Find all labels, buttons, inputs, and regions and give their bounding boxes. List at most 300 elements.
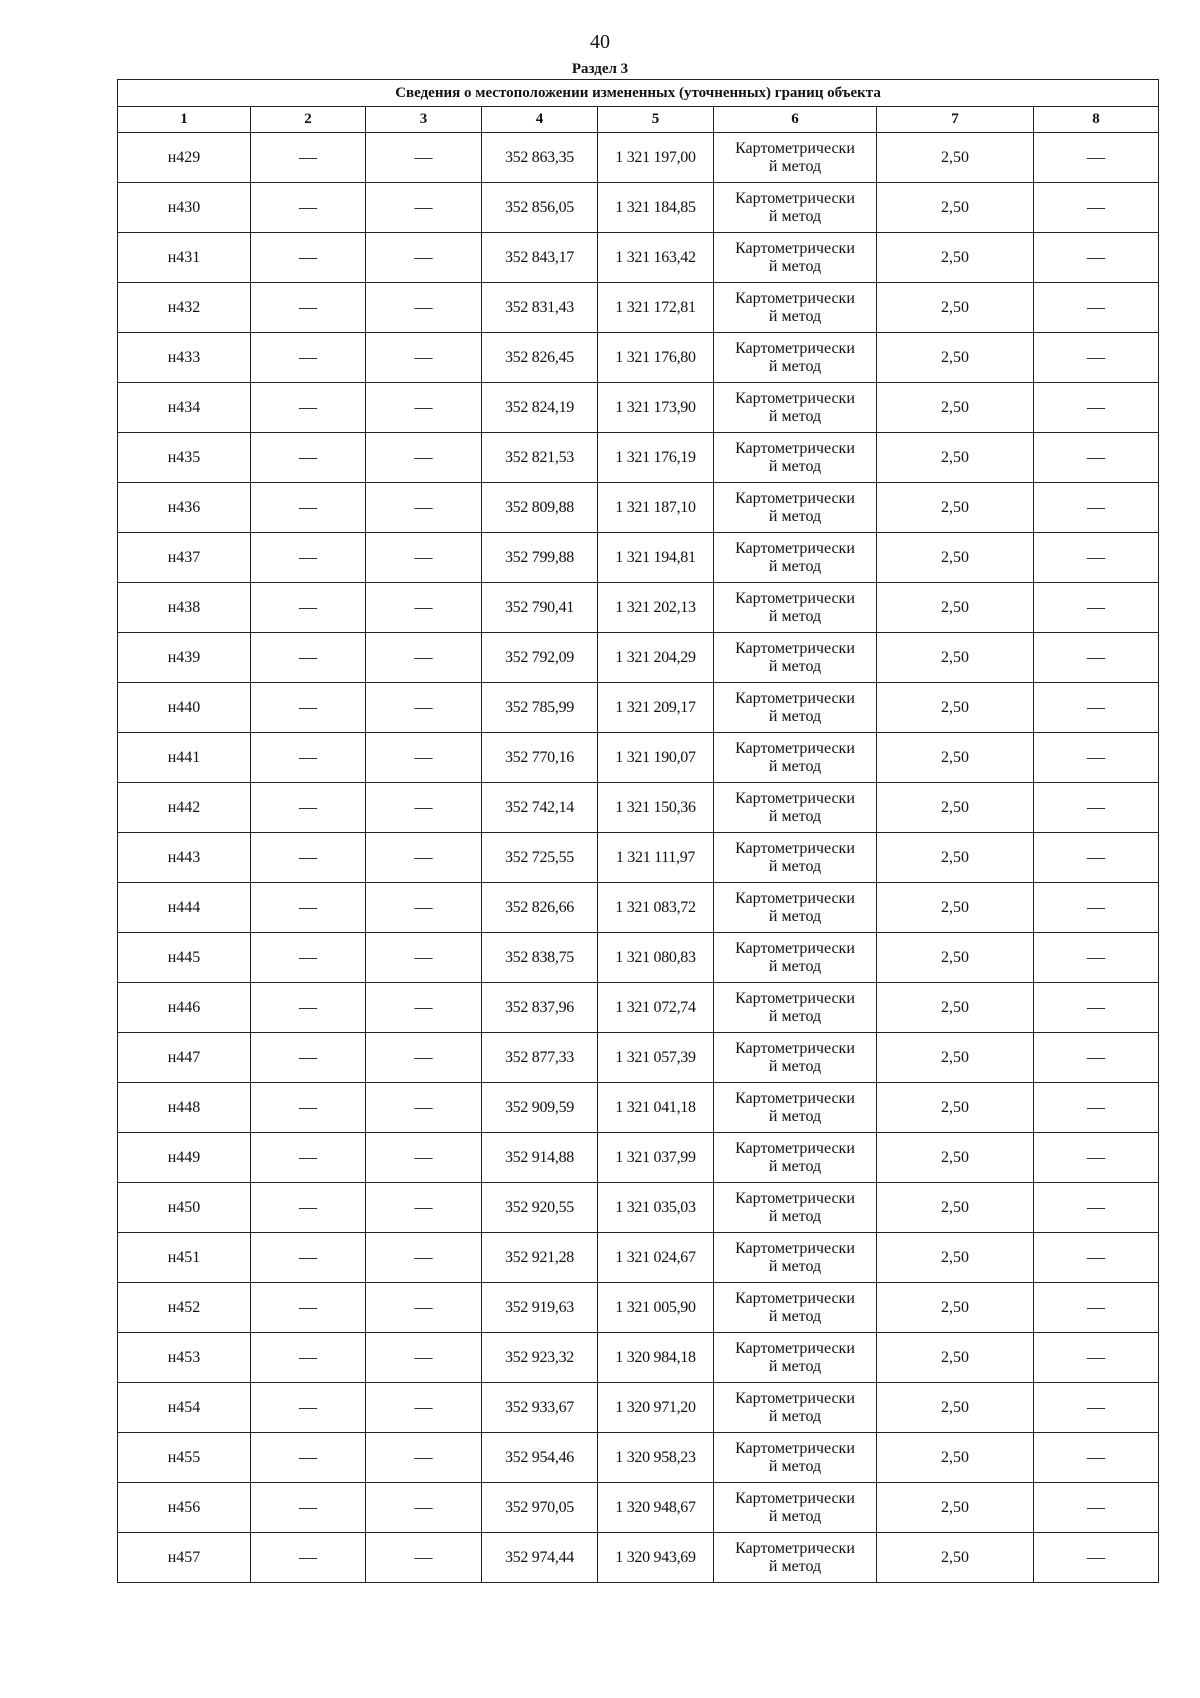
empty-value-cell: — bbox=[251, 633, 366, 683]
empty-value-cell: — bbox=[251, 583, 366, 633]
point-id-cell: н445 bbox=[118, 933, 251, 983]
accuracy-cell: 2,50 bbox=[877, 733, 1034, 783]
column-number-5: 5 bbox=[598, 107, 714, 133]
method-cell bbox=[714, 1283, 877, 1333]
accuracy-cell: 2,50 bbox=[877, 1183, 1034, 1233]
method-text-line-2: й метод bbox=[768, 1307, 822, 1325]
empty-value-cell: — bbox=[251, 983, 366, 1033]
column-number-3: 3 bbox=[366, 107, 482, 133]
y-coordinate-cell: 1 321 176,80 bbox=[598, 333, 714, 383]
empty-value-cell: — bbox=[366, 783, 482, 833]
column-number-6: 6 bbox=[714, 107, 877, 133]
method-text-line-2: й метод bbox=[768, 157, 822, 175]
x-coordinate-cell: 352 843,17 bbox=[482, 233, 598, 283]
accuracy-cell: 2,50 bbox=[877, 883, 1034, 933]
method-text-line-1: Картометрически bbox=[735, 639, 855, 657]
y-coordinate-cell: 1 321 176,19 bbox=[598, 433, 714, 483]
empty-value-cell: — bbox=[366, 683, 482, 733]
table-row bbox=[118, 633, 1159, 683]
accuracy-cell: 2,50 bbox=[877, 933, 1034, 983]
method-cell bbox=[714, 1433, 877, 1483]
empty-value-cell: — bbox=[1034, 933, 1159, 983]
method-text-line-1: Картометрически bbox=[735, 339, 855, 357]
point-id-cell: н453 bbox=[118, 1333, 251, 1383]
empty-value-cell: — bbox=[366, 733, 482, 783]
x-coordinate-cell: 352 919,63 bbox=[482, 1283, 598, 1333]
empty-value-cell: — bbox=[366, 333, 482, 383]
x-coordinate-cell: 352 824,19 bbox=[482, 383, 598, 433]
empty-value-cell: — bbox=[251, 1283, 366, 1333]
empty-value-cell: — bbox=[251, 1183, 366, 1233]
point-id-cell: н456 bbox=[118, 1483, 251, 1533]
x-coordinate-cell: 352 821,53 bbox=[482, 433, 598, 483]
column-number-4: 4 bbox=[482, 107, 598, 133]
table-row bbox=[118, 783, 1159, 833]
method-text-line-2: й метод bbox=[768, 1507, 822, 1525]
empty-value-cell: — bbox=[251, 1533, 366, 1583]
column-number-7: 7 bbox=[877, 107, 1034, 133]
empty-value-cell: — bbox=[251, 1383, 366, 1433]
accuracy-cell: 2,50 bbox=[877, 683, 1034, 733]
y-coordinate-cell: 1 321 041,18 bbox=[598, 1083, 714, 1133]
empty-value-cell: — bbox=[1034, 583, 1159, 633]
empty-value-cell: — bbox=[1034, 383, 1159, 433]
accuracy-cell: 2,50 bbox=[877, 1333, 1034, 1383]
y-coordinate-cell: 1 321 163,42 bbox=[598, 233, 714, 283]
x-coordinate-cell: 352 831,43 bbox=[482, 283, 598, 333]
empty-value-cell: — bbox=[366, 233, 482, 283]
method-text-line-1: Картометрически bbox=[735, 789, 855, 807]
empty-value-cell: — bbox=[251, 833, 366, 883]
method-cell bbox=[714, 1183, 877, 1233]
empty-value-cell: — bbox=[366, 833, 482, 883]
empty-value-cell: — bbox=[366, 883, 482, 933]
x-coordinate-cell: 352 837,96 bbox=[482, 983, 598, 1033]
y-coordinate-cell: 1 321 209,17 bbox=[598, 683, 714, 733]
method-text-line-1: Картометрически bbox=[735, 839, 855, 857]
method-cell bbox=[714, 1383, 877, 1433]
method-text-line-1: Картометрически bbox=[735, 989, 855, 1007]
table-row bbox=[118, 1483, 1159, 1533]
table-row bbox=[118, 1033, 1159, 1083]
accuracy-cell: 2,50 bbox=[877, 1383, 1034, 1433]
y-coordinate-cell: 1 321 111,97 bbox=[598, 833, 714, 883]
empty-value-cell: — bbox=[366, 583, 482, 633]
method-text-line-1: Картометрически bbox=[735, 1439, 855, 1457]
y-coordinate-cell: 1 320 943,69 bbox=[598, 1533, 714, 1583]
x-coordinate-cell: 352 914,88 bbox=[482, 1133, 598, 1183]
table-row bbox=[118, 683, 1159, 733]
method-text-line-1: Картометрически bbox=[735, 239, 855, 257]
empty-value-cell: — bbox=[251, 1233, 366, 1283]
method-text-line-1: Картометрически bbox=[735, 539, 855, 557]
method-cell bbox=[714, 533, 877, 583]
empty-value-cell: — bbox=[366, 933, 482, 983]
empty-value-cell: — bbox=[366, 1533, 482, 1583]
empty-value-cell: — bbox=[1034, 1183, 1159, 1233]
accuracy-cell: 2,50 bbox=[877, 533, 1034, 583]
empty-value-cell: — bbox=[251, 1483, 366, 1533]
accuracy-cell: 2,50 bbox=[877, 783, 1034, 833]
y-coordinate-cell: 1 320 984,18 bbox=[598, 1333, 714, 1383]
empty-value-cell: — bbox=[251, 133, 366, 183]
method-text-line-2: й метод bbox=[768, 1057, 822, 1075]
method-text-line-2: й метод bbox=[768, 507, 822, 525]
table-row bbox=[118, 283, 1159, 333]
table-row bbox=[118, 483, 1159, 533]
x-coordinate-cell: 352 790,41 bbox=[482, 583, 598, 633]
x-coordinate-cell: 352 933,67 bbox=[482, 1383, 598, 1433]
empty-value-cell: — bbox=[366, 433, 482, 483]
method-text-line-1: Картометрически bbox=[735, 689, 855, 707]
x-coordinate-cell: 352 792,09 bbox=[482, 633, 598, 683]
y-coordinate-cell: 1 321 194,81 bbox=[598, 533, 714, 583]
x-coordinate-cell: 352 909,59 bbox=[482, 1083, 598, 1133]
accuracy-cell: 2,50 bbox=[877, 283, 1034, 333]
y-coordinate-cell: 1 321 035,03 bbox=[598, 1183, 714, 1233]
table-row bbox=[118, 583, 1159, 633]
empty-value-cell: — bbox=[251, 883, 366, 933]
method-text-line-1: Картометрически bbox=[735, 1089, 855, 1107]
x-coordinate-cell: 352 954,46 bbox=[482, 1433, 598, 1483]
empty-value-cell: — bbox=[1034, 1033, 1159, 1083]
empty-value-cell: — bbox=[251, 733, 366, 783]
empty-value-cell: — bbox=[251, 533, 366, 583]
point-id-cell: н447 bbox=[118, 1033, 251, 1083]
point-id-cell: н430 bbox=[118, 183, 251, 233]
empty-value-cell: — bbox=[1034, 333, 1159, 383]
method-text-line-1: Картометрически bbox=[735, 1389, 855, 1407]
empty-value-cell: — bbox=[251, 1433, 366, 1483]
empty-value-cell: — bbox=[366, 1283, 482, 1333]
empty-value-cell: — bbox=[1034, 483, 1159, 533]
empty-value-cell: — bbox=[1034, 1233, 1159, 1283]
table-row bbox=[118, 1433, 1159, 1483]
method-cell bbox=[714, 283, 877, 333]
method-cell bbox=[714, 333, 877, 383]
accuracy-cell: 2,50 bbox=[877, 1533, 1034, 1583]
method-text-line-2: й метод bbox=[768, 1007, 822, 1025]
method-text-line-2: й метод bbox=[768, 757, 822, 775]
table-row bbox=[118, 133, 1159, 183]
method-text-line-2: й метод bbox=[768, 907, 822, 925]
point-id-cell: н454 bbox=[118, 1383, 251, 1433]
method-cell bbox=[714, 383, 877, 433]
empty-value-cell: — bbox=[1034, 1283, 1159, 1333]
empty-value-cell: — bbox=[366, 483, 482, 533]
y-coordinate-cell: 1 321 204,29 bbox=[598, 633, 714, 683]
empty-value-cell: — bbox=[251, 183, 366, 233]
empty-value-cell: — bbox=[366, 533, 482, 583]
method-text-line-2: й метод bbox=[768, 457, 822, 475]
accuracy-cell: 2,50 bbox=[877, 633, 1034, 683]
method-cell bbox=[714, 133, 877, 183]
empty-value-cell: — bbox=[1034, 733, 1159, 783]
point-id-cell: н446 bbox=[118, 983, 251, 1033]
method-text-line-2: й метод bbox=[768, 207, 822, 225]
method-text-line-1: Картометрически bbox=[735, 889, 855, 907]
method-text-line-2: й метод bbox=[768, 257, 822, 275]
accuracy-cell: 2,50 bbox=[877, 433, 1034, 483]
empty-value-cell: — bbox=[1034, 1333, 1159, 1383]
accuracy-cell: 2,50 bbox=[877, 833, 1034, 883]
empty-value-cell: — bbox=[251, 483, 366, 533]
empty-value-cell: — bbox=[366, 1383, 482, 1433]
method-cell bbox=[714, 983, 877, 1033]
method-text-line-2: й метод bbox=[768, 607, 822, 625]
method-cell bbox=[714, 1483, 877, 1533]
accuracy-cell: 2,50 bbox=[877, 1483, 1034, 1533]
method-text-line-1: Картометрически bbox=[735, 189, 855, 207]
empty-value-cell: — bbox=[1034, 1483, 1159, 1533]
empty-value-cell: — bbox=[251, 433, 366, 483]
y-coordinate-cell: 1 321 184,85 bbox=[598, 183, 714, 233]
x-coordinate-cell: 352 785,99 bbox=[482, 683, 598, 733]
method-text-line-2: й метод bbox=[768, 807, 822, 825]
y-coordinate-cell: 1 321 150,36 bbox=[598, 783, 714, 833]
method-text-line-1: Картометрически bbox=[735, 439, 855, 457]
empty-value-cell: — bbox=[251, 1033, 366, 1083]
y-coordinate-cell: 1 321 024,67 bbox=[598, 1233, 714, 1283]
empty-value-cell: — bbox=[251, 333, 366, 383]
column-number-2: 2 bbox=[251, 107, 366, 133]
section-title: Раздел 3 bbox=[571, 61, 629, 77]
y-coordinate-cell: 1 320 958,23 bbox=[598, 1433, 714, 1483]
method-text-line-2: й метод bbox=[768, 1157, 822, 1175]
x-coordinate-cell: 352 921,28 bbox=[482, 1233, 598, 1283]
point-id-cell: н441 bbox=[118, 733, 251, 783]
method-text-line-1: Картометрически bbox=[735, 739, 855, 757]
table-row bbox=[118, 1533, 1159, 1583]
column-number-8: 8 bbox=[1034, 107, 1159, 133]
y-coordinate-cell: 1 321 037,99 bbox=[598, 1133, 714, 1183]
empty-value-cell: — bbox=[251, 1133, 366, 1183]
empty-value-cell: — bbox=[251, 283, 366, 333]
point-id-cell: н444 bbox=[118, 883, 251, 933]
method-cell bbox=[714, 733, 877, 783]
table-row bbox=[118, 1383, 1159, 1433]
accuracy-cell: 2,50 bbox=[877, 1083, 1034, 1133]
method-text-line-2: й метод bbox=[768, 1257, 822, 1275]
accuracy-cell: 2,50 bbox=[877, 983, 1034, 1033]
empty-value-cell: — bbox=[1034, 833, 1159, 883]
y-coordinate-cell: 1 321 190,07 bbox=[598, 733, 714, 783]
point-id-cell: н431 bbox=[118, 233, 251, 283]
empty-value-cell: — bbox=[1034, 1083, 1159, 1133]
point-id-cell: н438 bbox=[118, 583, 251, 633]
empty-value-cell: — bbox=[366, 1233, 482, 1283]
method-cell bbox=[714, 1533, 877, 1583]
empty-value-cell: — bbox=[1034, 283, 1159, 333]
y-coordinate-cell: 1 320 948,67 bbox=[598, 1483, 714, 1533]
method-text-line-2: й метод bbox=[768, 1107, 822, 1125]
table-row bbox=[118, 733, 1159, 783]
table-row bbox=[118, 933, 1159, 983]
method-cell bbox=[714, 1133, 877, 1183]
empty-value-cell: — bbox=[1034, 1433, 1159, 1483]
point-id-cell: н448 bbox=[118, 1083, 251, 1133]
x-coordinate-cell: 352 799,88 bbox=[482, 533, 598, 583]
empty-value-cell: — bbox=[1034, 633, 1159, 683]
y-coordinate-cell: 1 320 971,20 bbox=[598, 1383, 714, 1433]
x-coordinate-cell: 352 923,32 bbox=[482, 1333, 598, 1383]
empty-value-cell: — bbox=[366, 1083, 482, 1133]
empty-value-cell: — bbox=[366, 133, 482, 183]
table-row bbox=[118, 1233, 1159, 1283]
method-text-line-1: Картометрически bbox=[735, 939, 855, 957]
empty-value-cell: — bbox=[1034, 133, 1159, 183]
table-row bbox=[118, 883, 1159, 933]
x-coordinate-cell: 352 826,66 bbox=[482, 883, 598, 933]
table-row bbox=[118, 1083, 1159, 1133]
table-row bbox=[118, 1133, 1159, 1183]
method-text-line-2: й метод bbox=[768, 357, 822, 375]
x-coordinate-cell: 352 725,55 bbox=[482, 833, 598, 883]
point-id-cell: н434 bbox=[118, 383, 251, 433]
empty-value-cell: — bbox=[251, 783, 366, 833]
accuracy-cell: 2,50 bbox=[877, 1133, 1034, 1183]
empty-value-cell: — bbox=[251, 233, 366, 283]
method-text-line-1: Картометрически bbox=[735, 389, 855, 407]
method-cell bbox=[714, 933, 877, 983]
x-coordinate-cell: 352 742,14 bbox=[482, 783, 598, 833]
method-text-line-1: Картометрически bbox=[735, 1189, 855, 1207]
table-row bbox=[118, 983, 1159, 1033]
method-cell bbox=[714, 1033, 877, 1083]
x-coordinate-cell: 352 970,05 bbox=[482, 1483, 598, 1533]
empty-value-cell: — bbox=[251, 683, 366, 733]
method-text-line-1: Картометрически bbox=[735, 1539, 855, 1557]
empty-value-cell: — bbox=[1034, 1133, 1159, 1183]
empty-value-cell: — bbox=[1034, 433, 1159, 483]
x-coordinate-cell: 352 856,05 bbox=[482, 183, 598, 233]
method-cell bbox=[714, 783, 877, 833]
accuracy-cell: 2,50 bbox=[877, 1433, 1034, 1483]
point-id-cell: н457 bbox=[118, 1533, 251, 1583]
method-cell bbox=[714, 683, 877, 733]
method-text-line-1: Картометрически bbox=[735, 289, 855, 307]
point-id-cell: н429 bbox=[118, 133, 251, 183]
empty-value-cell: — bbox=[251, 933, 366, 983]
y-coordinate-cell: 1 321 172,81 bbox=[598, 283, 714, 333]
point-id-cell: н450 bbox=[118, 1183, 251, 1233]
column-number-row bbox=[118, 107, 1159, 133]
method-text-line-1: Картометрически bbox=[735, 1139, 855, 1157]
empty-value-cell: — bbox=[366, 183, 482, 233]
method-cell bbox=[714, 633, 877, 683]
point-id-cell: н452 bbox=[118, 1283, 251, 1333]
table-row bbox=[118, 183, 1159, 233]
y-coordinate-cell: 1 321 080,83 bbox=[598, 933, 714, 983]
accuracy-cell: 2,50 bbox=[877, 1233, 1034, 1283]
method-text-line-1: Картометрически bbox=[735, 1239, 855, 1257]
method-cell bbox=[714, 883, 877, 933]
method-text-line-2: й метод bbox=[768, 657, 822, 675]
method-text-line-1: Картометрически bbox=[735, 139, 855, 157]
table-row bbox=[118, 533, 1159, 583]
point-id-cell: н449 bbox=[118, 1133, 251, 1183]
point-id-cell: н451 bbox=[118, 1233, 251, 1283]
accuracy-cell: 2,50 bbox=[877, 1283, 1034, 1333]
point-id-cell: н455 bbox=[118, 1433, 251, 1483]
method-text-line-1: Картометрически bbox=[735, 489, 855, 507]
empty-value-cell: — bbox=[251, 1083, 366, 1133]
x-coordinate-cell: 352 920,55 bbox=[482, 1183, 598, 1233]
page-number: 40 bbox=[590, 31, 610, 53]
empty-value-cell: — bbox=[1034, 233, 1159, 283]
boundary-coordinates-table bbox=[117, 79, 1159, 1583]
method-text-line-2: й метод bbox=[768, 307, 822, 325]
empty-value-cell: — bbox=[1034, 783, 1159, 833]
method-text-line-2: й метод bbox=[768, 1407, 822, 1425]
column-number-1: 1 bbox=[118, 107, 251, 133]
y-coordinate-cell: 1 321 057,39 bbox=[598, 1033, 714, 1083]
empty-value-cell: — bbox=[366, 383, 482, 433]
x-coordinate-cell: 352 809,88 bbox=[482, 483, 598, 533]
x-coordinate-cell: 352 826,45 bbox=[482, 333, 598, 383]
method-text-line-2: й метод bbox=[768, 1207, 822, 1225]
method-text-line-1: Картометрически bbox=[735, 1039, 855, 1057]
y-coordinate-cell: 1 321 173,90 bbox=[598, 383, 714, 433]
x-coordinate-cell: 352 770,16 bbox=[482, 733, 598, 783]
x-coordinate-cell: 352 863,35 bbox=[482, 133, 598, 183]
method-text-line-1: Картометрически bbox=[735, 1339, 855, 1357]
method-cell bbox=[714, 483, 877, 533]
y-coordinate-cell: 1 321 197,00 bbox=[598, 133, 714, 183]
table-body bbox=[118, 133, 1159, 1583]
empty-value-cell: — bbox=[1034, 1383, 1159, 1433]
table-row bbox=[118, 1333, 1159, 1383]
table-row bbox=[118, 1283, 1159, 1333]
empty-value-cell: — bbox=[366, 1483, 482, 1533]
accuracy-cell: 2,50 bbox=[877, 233, 1034, 283]
y-coordinate-cell: 1 321 072,74 bbox=[598, 983, 714, 1033]
accuracy-cell: 2,50 bbox=[877, 133, 1034, 183]
table-row bbox=[118, 233, 1159, 283]
method-text-line-2: й метод bbox=[768, 1457, 822, 1475]
point-id-cell: н443 bbox=[118, 833, 251, 883]
y-coordinate-cell: 1 321 005,90 bbox=[598, 1283, 714, 1333]
method-text-line-2: й метод bbox=[768, 1357, 822, 1375]
y-coordinate-cell: 1 321 083,72 bbox=[598, 883, 714, 933]
method-cell bbox=[714, 233, 877, 283]
empty-value-cell: — bbox=[366, 1033, 482, 1083]
method-text-line-2: й метод bbox=[768, 1557, 822, 1575]
table-row bbox=[118, 433, 1159, 483]
point-id-cell: н436 bbox=[118, 483, 251, 533]
method-text-line-2: й метод bbox=[768, 707, 822, 725]
table-row bbox=[118, 833, 1159, 883]
method-cell bbox=[714, 833, 877, 883]
method-cell bbox=[714, 1333, 877, 1383]
empty-value-cell: — bbox=[1034, 883, 1159, 933]
empty-value-cell: — bbox=[1034, 983, 1159, 1033]
method-text-line-2: й метод bbox=[768, 557, 822, 575]
point-id-cell: н433 bbox=[118, 333, 251, 383]
empty-value-cell: — bbox=[366, 1433, 482, 1483]
table-row bbox=[118, 383, 1159, 433]
x-coordinate-cell: 352 838,75 bbox=[482, 933, 598, 983]
method-text-line-2: й метод bbox=[768, 857, 822, 875]
empty-value-cell: — bbox=[366, 1133, 482, 1183]
method-cell bbox=[714, 433, 877, 483]
point-id-cell: н437 bbox=[118, 533, 251, 583]
empty-value-cell: — bbox=[251, 1333, 366, 1383]
empty-value-cell: — bbox=[366, 1183, 482, 1233]
empty-value-cell: — bbox=[1034, 1533, 1159, 1583]
point-id-cell: н435 bbox=[118, 433, 251, 483]
accuracy-cell: 2,50 bbox=[877, 333, 1034, 383]
